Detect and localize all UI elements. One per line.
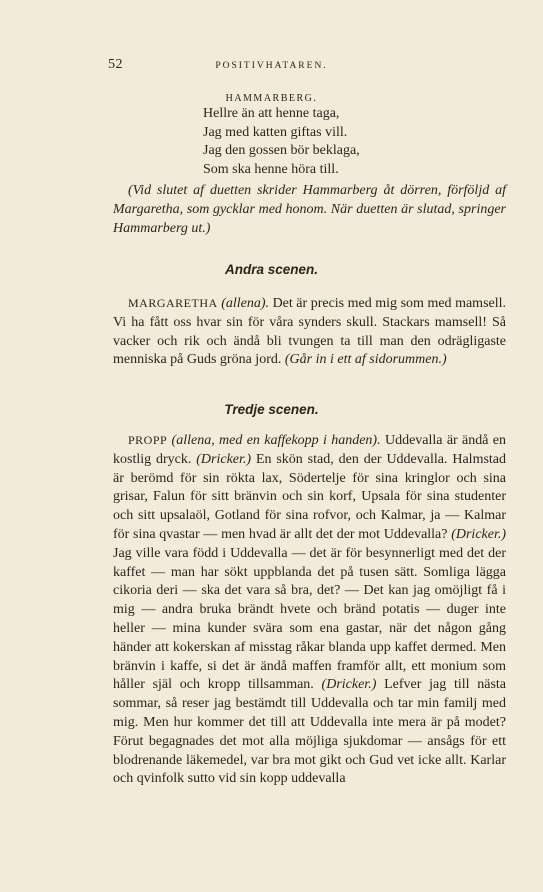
verse-line: Som ska henne höra till. xyxy=(203,161,339,177)
scene-3-text xyxy=(113,431,506,789)
stage-direction: (Dricker.) xyxy=(196,451,252,467)
page-number: 52 xyxy=(108,57,123,72)
dialogue-text: Jag ville vara född i Uddevalla — det är för besynnerligt med det der kaffet — man har sökt uppblanda det på tusen sätt. Somliga lägga cikoria deri — ska det vara så bra, det? — Det kan jag omöjligt få i mig — andra bruka brändt hvete och bränd potatis — duger inte heller — mina kunder svära som ena gastar, när det någon gång händer att kokerskan af misstag råkar blanda upp kaffet dermed. Men bränvin i kaffe, si det är ändå maffen framför allt, ett monium som håller själ och kropp tillsamman. xyxy=(113,545,506,693)
stage-direction: (Dricker.) xyxy=(321,677,377,693)
speaker-name-hammarberg: HAMMARBERG. xyxy=(225,93,318,104)
stage-direction: (Går in i ett af sidorummen.) xyxy=(284,352,447,368)
running-head: POSITIVHATAREN. xyxy=(215,61,328,71)
stage-direction: (allena, med en kaffekopp i handen). xyxy=(171,433,381,448)
scene-heading-andra: Andra scenen. xyxy=(224,262,319,277)
speaker-name-propp: PROPP xyxy=(128,433,168,447)
stage-direction: (allena). xyxy=(221,296,270,311)
speaker-name-margaretha: MARGARETHA xyxy=(128,296,218,310)
dialogue-text: Uddevalla är ändå en kostlig dryck. xyxy=(113,433,507,467)
verse-line: Hellre än att henne taga, xyxy=(203,106,340,121)
verse-line: Jag med katten giftas vill. xyxy=(203,124,348,140)
dialogue-text: Lefver jag till nästa sommar, så reser jag bestämdt till Uddevalla och tar min familj med mig. Men hur kommer det till att Uddevalla inte mera är på modet? Förut begagnades det mot alla möjliga sjukdomar — ansågs för ett blodrenande läkemedel, var bra mot gikt och Gud vet icke allt. Karlar och qvinfolk sutto vid sin kopp uddevalla xyxy=(113,677,507,787)
dialogue-text: En skön stad, den der Uddevalla. Halmstad är berömd för sin rökta lax, Södertelje för sina kringlor och sina grisar, Falun för sitt bränvin och sin korf, Upsala för sina studenter och sitt upsalaöl, Gotland för sina rofvor, och Kalmar, ja — Kalmar för sina qvastar — men hvad är allt det der mot Uddevalla? xyxy=(113,451,507,542)
stage-direction xyxy=(113,181,506,238)
scene-2-text xyxy=(113,294,506,370)
stage-direction-text: (Vid slutet af duetten skrider Hammarberg åt dörren, förföljd af Margaretha, som gycklar med honom. När duetten är slutad, springer Hammarberg ut.) xyxy=(113,183,506,236)
stage-direction: (Dricker.) xyxy=(451,526,507,542)
song-verse xyxy=(203,105,360,179)
verse-line: Jag den gossen bör beklaga, xyxy=(203,143,360,158)
scene-heading-tredje: Tredje scenen. xyxy=(224,402,319,417)
dialogue-text: Det är precis med mig som med mamsell. Vi ha fått oss hvar sin för våra synders skull. Stackars mamsell! Så vacker och rik och ändå bli tvungen ta till man den odrägligaste menniska på Guds gröna jord. xyxy=(113,296,507,368)
